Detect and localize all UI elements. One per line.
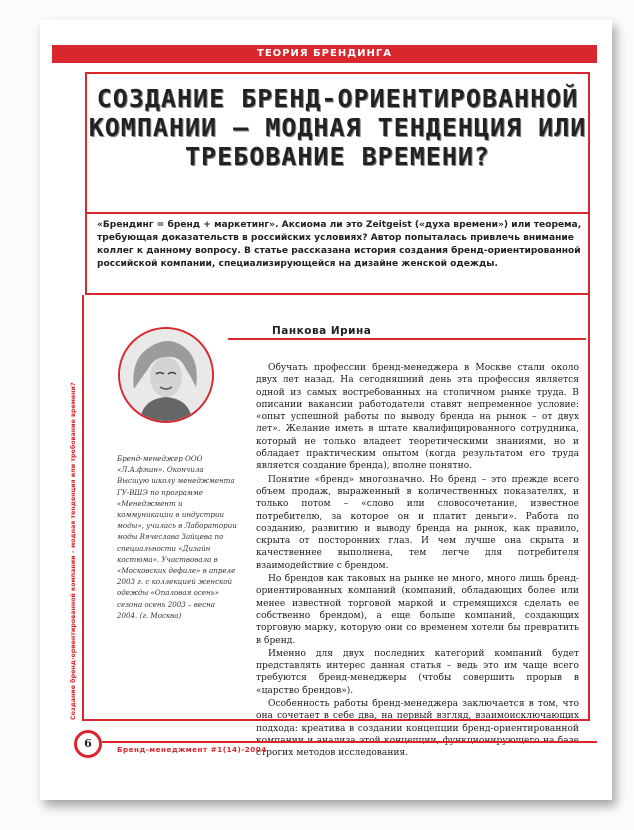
section-header: ТЕОРИЯ БРЕНДИНГА xyxy=(52,45,597,63)
title-box xyxy=(87,74,588,214)
article-lead: «Брендинг = бренд + маркетинг». Аксиома ли это Zeitgeist («духа времени») или теорема, требующая доказательств в российских условиях? Автор попыталась привлечь внимание коллег к данному вопросу. В статье рассказана история создания бренд-ориентированной российской компании, специализирующейся на дизайне женской одежды. xyxy=(97,220,582,269)
body-paragraph: Именно для двух последних категорий компаний будет представлять интерес данная статья – ведь это им чаще всего требуются бренд-менеджеры (чтобы совершить прорыв в «царство брендов»). xyxy=(256,648,579,696)
body-paragraph: Особенность работы бренд-менеджера заключается в том, что она сочетает в себе два, на первый взгляд, взаимоисключающих подхода: креатива в создании концепции бренд-ориентированной строгих методов исследования. xyxy=(256,699,579,759)
footer-rule xyxy=(102,741,597,743)
author-bio: Бренд-менеджер ООО «Л.А.фэшн». Окончила Высшую школу менеджмента ГУ-ВШЭ по программе «Менеджмент и коммуникации в индустрии моды», училась в Лаборатории моды Вячеслава Зайцева по специальности «Дизайн костюма». Участвовала в «Московских дефиле» в апреле 2003 г. с коллекцией женской одежды «Опаловая осень» сезона осень 2003 – весна 2004. (г. Москва) xyxy=(117,454,237,620)
author-name: Панкова Ирина xyxy=(272,325,372,337)
author-photo xyxy=(118,327,214,423)
article-body xyxy=(256,362,579,761)
title-frame xyxy=(85,72,590,295)
footer-journal: Бренд-менеджмент #1(14)-2004 xyxy=(117,745,267,754)
portrait-image xyxy=(120,329,212,421)
body-paragraph: Но брендов как таковых на рынке не много, много лишь бренд-ориентированных компаний (компаний, обладающих более или менее известной торговой маркой и стремящихся сделать ее собственно брендом), а еще больше компаний, создающих торговую марку, которую они со временем хотели бы превратить в бренд. xyxy=(256,574,579,646)
author-underline xyxy=(228,338,586,340)
body-paragraph: Обучать профессии бренд-менеджера в Москве стали около двух лет назад. На сегодняшний день эта профессия является одной из самых востребованных на столичном рынке труда. В описании вакансии работодатели ставят непременное условие: «опыт успешной работы по выводу бренда на рынок – от двух лет». Желание иметь в штате квалифицированного сотрудника, который не только владеет теоретическими знаниями, но и обладает практическим опытом (когда результатом его труда является создание бренда), вполне понятно. xyxy=(256,363,579,472)
body-paragraph: Понятие «бренд» многозначно. Но бренд – это прежде всего объем продаж, выраженный в количественных показателях, и только потом – «слово или словосочетание, известное потребителю, за которое он и платит деньги». Работа по созданию, развитию и выводу бренда на рынок, как правило, скрыта от посторонних глаз. И чем лучше она скрыта и качественнее выполнена, тем легче для потребителя взаимодействие с брендом. xyxy=(256,474,579,571)
article-title: СОЗДАНИЕ БРЕНД-ОРИЕНТИРОВАННОЙ КОМПАНИИ — МОДНАЯ ТЕНДЕНЦИЯ ИЛИ ТРЕБОВАНИЕ ВРЕМЕНИ? xyxy=(88,84,587,171)
vertical-running-title: Создание бренд-ориентированной компании – модная тенденция или требование времени? xyxy=(70,382,77,720)
page-number: 6 xyxy=(74,730,102,758)
right-rule xyxy=(588,295,590,720)
left-rule xyxy=(82,295,84,720)
